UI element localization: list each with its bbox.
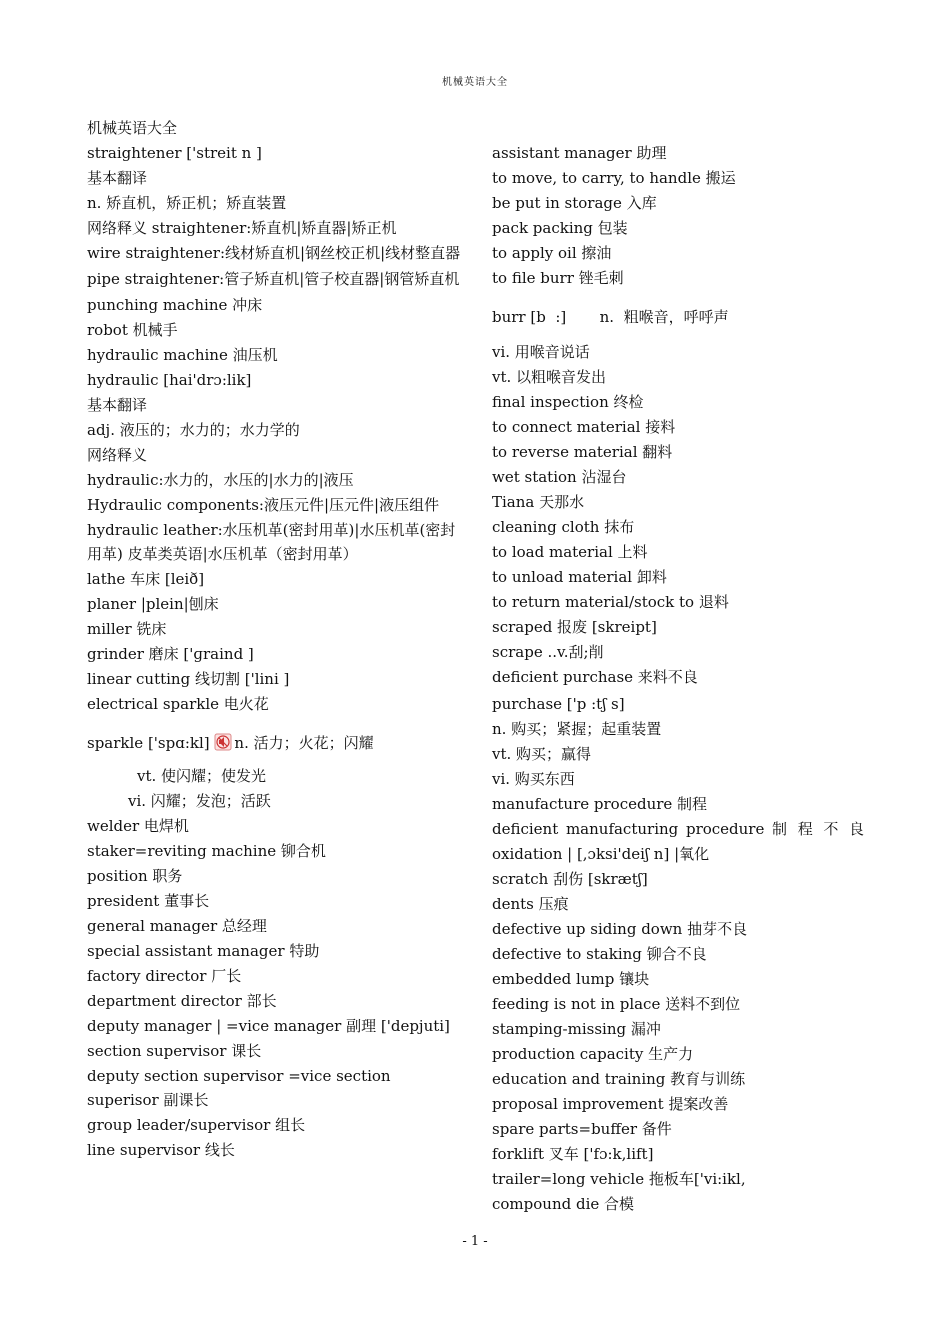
entry-line: factory director 厂长 [87, 967, 242, 985]
right-column [492, 141, 882, 1217]
entry-line: to apply oil 擦油 [492, 244, 612, 262]
entry-line: Hydraulic components:液压元件|压元件|液压组件 [87, 496, 440, 514]
entry-line: production capacity 生产力 [492, 1045, 694, 1063]
page-number: - 1 - [462, 1234, 488, 1249]
entry-line: to load material 上料 [492, 543, 648, 561]
entry-line: general manager 总经理 [87, 917, 267, 935]
entry-line: staker=reviting machine 铆合机 [87, 842, 326, 860]
entry-line: to connect material 接料 [492, 418, 676, 436]
entry-line: defective up siding down 抽芽不良 [492, 920, 748, 938]
entry-line: purchase ['p :tʃ s] [492, 695, 625, 713]
entry-line: to unload material 卸料 [492, 568, 667, 586]
entry-line: trailer=long vehicle 拖板车['vi:ikl, [492, 1170, 746, 1188]
entry-line: section supervisor 课长 [87, 1042, 262, 1060]
entry-line: vt. 以粗喉音发出 [492, 368, 607, 386]
entry-line: robot 机械手 [87, 321, 178, 339]
entry-line: electrical sparkle 电火花 [87, 695, 269, 713]
entry-line: to move, to carry, to handle 搬运 [492, 169, 736, 187]
entry-line: miller 铣床 [87, 620, 167, 638]
entry-line: compound die 合模 [492, 1195, 635, 1213]
entry-line: assistant manager 助理 [492, 144, 667, 162]
entry-line: deficient purchase 来料不良 [492, 668, 698, 686]
entry-line: line supervisor 线长 [87, 1141, 235, 1159]
entry-line: proposal improvement 提案改善 [492, 1095, 729, 1113]
entry-line: final inspection 终检 [492, 393, 644, 411]
entry-line: vi. 购买东西 [492, 770, 575, 788]
entry-line: n. 购买；紧握；起重装置 [492, 720, 662, 738]
entry-line: deficient manufacturing procedure 制 程 不 良 [492, 820, 864, 838]
entry-line: vt. 使闪耀；使发光 [137, 767, 267, 785]
entry-line: vi. 闪耀；发泡；活跃 [128, 792, 271, 810]
no-audio-icon[interactable] [214, 733, 232, 751]
entry-line: pipe straightener:管子矫直机|管子校直器|钢管矫直机 [87, 270, 460, 288]
entry-line: pack packing 包装 [492, 219, 628, 237]
entry-line: hydraulic machine 油压机 [87, 346, 278, 364]
entry-line: grinder 磨床 ['ɡraind ] [87, 645, 254, 663]
entry-sense: n. 活力；火花；闪耀 [234, 734, 374, 752]
entry-line: forklift 叉车 ['fɔ:k,lift] [492, 1145, 654, 1163]
entry-line: linear cutting 线切割 ['lini ] [87, 670, 290, 688]
entry-line: special assistant manager 特助 [87, 942, 320, 960]
entry-line: scrape ..v.刮;削 [492, 643, 604, 661]
entry-line: manufacture procedure 制程 [492, 795, 708, 813]
entry-line: feeding is not in place 送料不到位 [492, 995, 741, 1013]
entry-line: scratch 刮伤 [skrætʃ] [492, 870, 648, 888]
entry-line: wet station 沾湿台 [492, 468, 627, 486]
entry-line: to return material/stock to 退料 [492, 593, 729, 611]
entry-line: department director 部长 [87, 992, 277, 1010]
entry-line: cleaning cloth 抹布 [492, 518, 635, 536]
entry-headword: sparkle ['spɑ:kl] [87, 734, 210, 752]
entry-line: president 董事长 [87, 892, 210, 910]
entry-line-sparkle [87, 731, 467, 756]
running-header: 机械英语大全 [442, 77, 508, 88]
entry-line: defective to staking 铆合不良 [492, 945, 707, 963]
entry-line: lathe 车床 [leið] [87, 570, 205, 588]
entry-line: vi. 用喉音说话 [492, 343, 590, 361]
entry-line: wire straightener:线材矫直机|钢丝校正机|线材整直器 [87, 244, 461, 262]
entry-line: position 职务 [87, 867, 183, 885]
entry-line: n. 矫直机，矫正机；矫直装置 [87, 194, 287, 212]
entry-line: oxidation | [,ɔksi'deiʃ n] |氧化 [492, 845, 710, 863]
entry-line: group leader/supervisor 组长 [87, 1116, 306, 1134]
entry-line: embedded lump 镶块 [492, 970, 650, 988]
entry-line: be put in storage 入库 [492, 194, 657, 212]
entry-line: stamping-missing 漏冲 [492, 1020, 661, 1038]
left-column [87, 116, 467, 1163]
document-title: 机械英语大全 [87, 119, 178, 137]
entry-line: burr [b :] n. 粗喉音，呼呼声 [492, 308, 729, 326]
entry-line: welder 电焊机 [87, 817, 189, 835]
entry-line: deputy section supervisor =vice section superisor 副课长 [87, 1067, 391, 1109]
entry-line: dents 压痕 [492, 895, 569, 913]
entry-line: punching machine 冲床 [87, 296, 263, 314]
entry-line: adj. 液压的；水力的；水力学的 [87, 421, 300, 439]
entry-line: straightener ['streit n ] [87, 144, 262, 162]
entry-line: planer |plein|刨床 [87, 595, 219, 613]
entry-line: hydraulic:水力的，水压的|水力的|液压 [87, 471, 354, 489]
entry-line: hydraulic leather:水压机革(密封用革)|水压机革(密封用革) 皮革类英语|水压机革（密封用革） [87, 521, 456, 563]
entry-line: to file burr 锉毛刺 [492, 269, 624, 287]
entry-line: scraped 报废 [skreipt] [492, 618, 657, 636]
entry-line: 基本翻译 [87, 396, 148, 414]
entry-line: deputy manager | =vice manager 副理 ['depjuti] [87, 1017, 450, 1035]
entry-line: spare parts=buffer 备件 [492, 1120, 672, 1138]
entry-line: Tiana 天那水 [492, 493, 585, 511]
entry-line: 基本翻译 [87, 169, 148, 187]
entry-line: to reverse material 翻料 [492, 443, 673, 461]
entry-line: 网络释义 [87, 446, 148, 464]
entry-line: education and training 教育与训练 [492, 1070, 746, 1088]
entry-line: 网络释义 straightener:矫直机|矫直器|矫正机 [87, 219, 397, 237]
entry-line: vt. 购买；赢得 [492, 745, 592, 763]
entry-line: hydraulic [hai'drɔ:lik] [87, 371, 252, 389]
